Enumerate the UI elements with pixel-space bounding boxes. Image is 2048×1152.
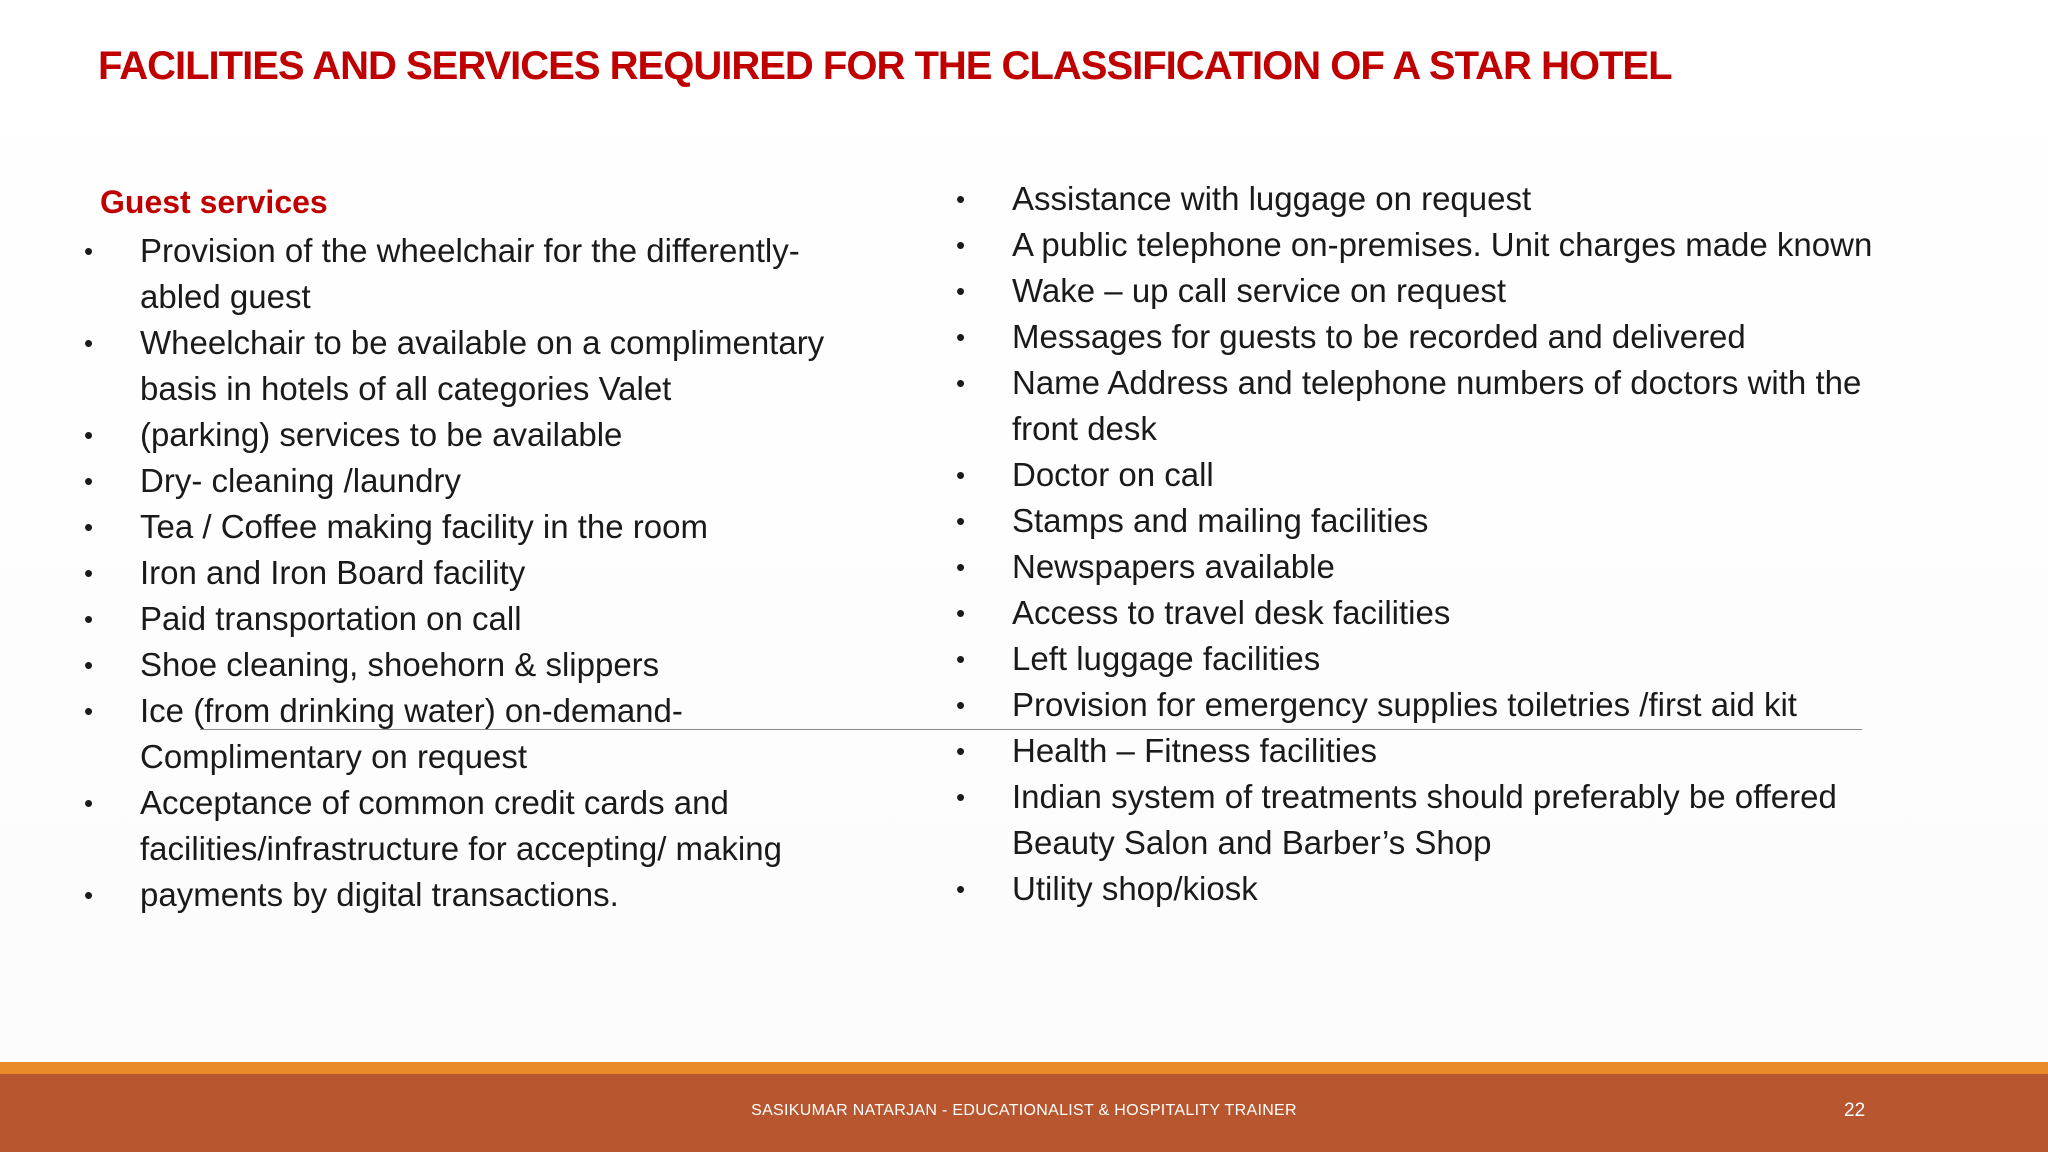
left-item-line-text: Paid transportation on call — [140, 600, 522, 637]
right-item-line — [956, 268, 1956, 314]
bullet-icon: • — [956, 644, 966, 674]
bullet-icon: • — [956, 506, 966, 536]
left-item-line — [84, 366, 904, 412]
bullet-icon: • — [956, 368, 966, 398]
bullet-icon: • — [956, 736, 966, 766]
bullet-icon: • — [956, 230, 966, 260]
left-item-line — [84, 274, 904, 320]
bullet-icon: • — [84, 328, 94, 358]
left-item-line — [84, 504, 904, 550]
left-item-line-text: abled guest — [140, 278, 311, 315]
section-heading-guest-services: Guest services — [100, 184, 328, 220]
bullet-icon: • — [956, 322, 966, 352]
right-item-line-text: Provision for emergency supplies toiletries /first aid kit — [1012, 686, 1797, 723]
right-item-line — [956, 544, 1956, 590]
right-item-line-text: Wake – up call service on request — [1012, 272, 1507, 309]
left-item-line-text: Complimentary on request — [140, 738, 528, 775]
bullet-icon: • — [84, 466, 94, 496]
left-item-line — [84, 596, 904, 642]
right-item-line-text: Assistance with luggage on request — [1012, 180, 1532, 217]
right-item-line-text: Stamps and mailing facilities — [1012, 502, 1429, 539]
right-item-line-text: Newspapers available — [1012, 548, 1335, 585]
left-item-line — [84, 412, 904, 458]
left-column-list — [84, 228, 904, 918]
page-number: 22 — [1844, 1100, 1866, 1121]
right-item-line — [956, 498, 1956, 544]
left-item-line-text: Shoe cleaning, shoehorn & slippers — [140, 646, 660, 683]
left-item-line — [84, 780, 904, 826]
right-item-line — [956, 222, 1956, 268]
slide-title: FACILITIES AND SERVICES REQUIRED FOR THE CLASSIFICATION OF A STAR HOTEL — [98, 44, 1672, 88]
left-item-line — [84, 872, 904, 918]
bullet-icon: • — [956, 184, 966, 214]
bullet-icon: • — [84, 420, 94, 450]
left-item-line-text: Wheelchair to be available on a complimentary — [140, 324, 825, 361]
right-item-line-text: Access to travel desk facilities — [1012, 594, 1451, 631]
bullet-icon: • — [956, 276, 966, 306]
left-item-line-text: Provision of the wheelchair for the differently- — [140, 232, 800, 269]
footer-band — [0, 1074, 2048, 1152]
right-item-line-text: Left luggage facilities — [1012, 640, 1321, 677]
right-item-line — [956, 176, 1956, 222]
bullet-icon: • — [84, 788, 94, 818]
horizontal-divider-line — [200, 729, 1862, 730]
bullet-icon: • — [956, 690, 966, 720]
right-item-line — [956, 452, 1956, 498]
left-item-line-text: Tea / Coffee making facility in the room — [140, 508, 708, 545]
bullet-icon: • — [84, 236, 94, 266]
right-item-line-text: Doctor on call — [1012, 456, 1214, 493]
bullet-icon: • — [84, 604, 94, 634]
left-item-line-text: Acceptance of common credit cards and — [140, 784, 729, 821]
right-item-line-text: Utility shop/kiosk — [1012, 870, 1258, 907]
bullet-icon: • — [84, 880, 94, 910]
left-item-line-text: Dry- cleaning /laundry — [140, 462, 461, 499]
left-item-line — [84, 550, 904, 596]
right-column-list — [956, 176, 1956, 912]
left-item-line-text: payments by digital transactions. — [140, 876, 619, 913]
right-item-line-text: Indian system of treatments should preferably be offered — [1012, 778, 1837, 815]
bullet-icon: • — [84, 650, 94, 680]
right-item-line — [956, 406, 1956, 452]
right-item-line-text: front desk — [1012, 410, 1157, 447]
left-item-line-text: basis in hotels of all categories Valet — [140, 370, 672, 407]
left-item-line — [84, 688, 904, 734]
right-item-line — [956, 866, 1956, 912]
footer-author-text: SASIKUMAR NATARJAN - EDUCATIONALIST & HOSPITALITY TRAINER — [751, 1102, 1297, 1119]
bullet-icon: • — [84, 696, 94, 726]
bullet-icon: • — [956, 552, 966, 582]
left-item-line-text: Ice (from drinking water) on-demand- — [140, 692, 683, 729]
right-item-line — [956, 728, 1956, 774]
left-item-line-text: (parking) services to be available — [140, 416, 623, 453]
right-item-line-text: Beauty Salon and Barber’s Shop — [1012, 824, 1492, 861]
left-item-line — [84, 642, 904, 688]
left-item-line — [84, 826, 904, 872]
bullet-icon: • — [956, 874, 966, 904]
right-item-line — [956, 682, 1956, 728]
bullet-icon: • — [956, 782, 966, 812]
right-item-line-text: A public telephone on-premises. Unit charges made known — [1012, 226, 1873, 263]
right-item-line-text: Messages for guests to be recorded and delivered — [1012, 318, 1746, 355]
left-item-line — [84, 320, 904, 366]
bullet-icon: • — [956, 460, 966, 490]
right-item-line — [956, 590, 1956, 636]
right-item-line-text: Name Address and telephone numbers of doctors with the — [1012, 364, 1862, 401]
bullet-icon: • — [84, 512, 94, 542]
right-item-line-text: Health – Fitness facilities — [1012, 732, 1377, 769]
left-item-line — [84, 458, 904, 504]
left-item-line-text: Iron and Iron Board facility — [140, 554, 526, 591]
right-item-line — [956, 636, 1956, 682]
left-item-line — [84, 734, 904, 780]
bullet-icon: • — [956, 598, 966, 628]
bullet-icon: • — [84, 558, 94, 588]
right-item-line — [956, 314, 1956, 360]
footer-accent-stripe — [0, 1062, 2048, 1074]
right-item-line — [956, 774, 1956, 820]
left-item-line-text: facilities/infrastructure for accepting/ making — [140, 830, 782, 867]
right-item-line — [956, 820, 1956, 866]
left-item-line — [84, 228, 904, 274]
right-item-line — [956, 360, 1956, 406]
